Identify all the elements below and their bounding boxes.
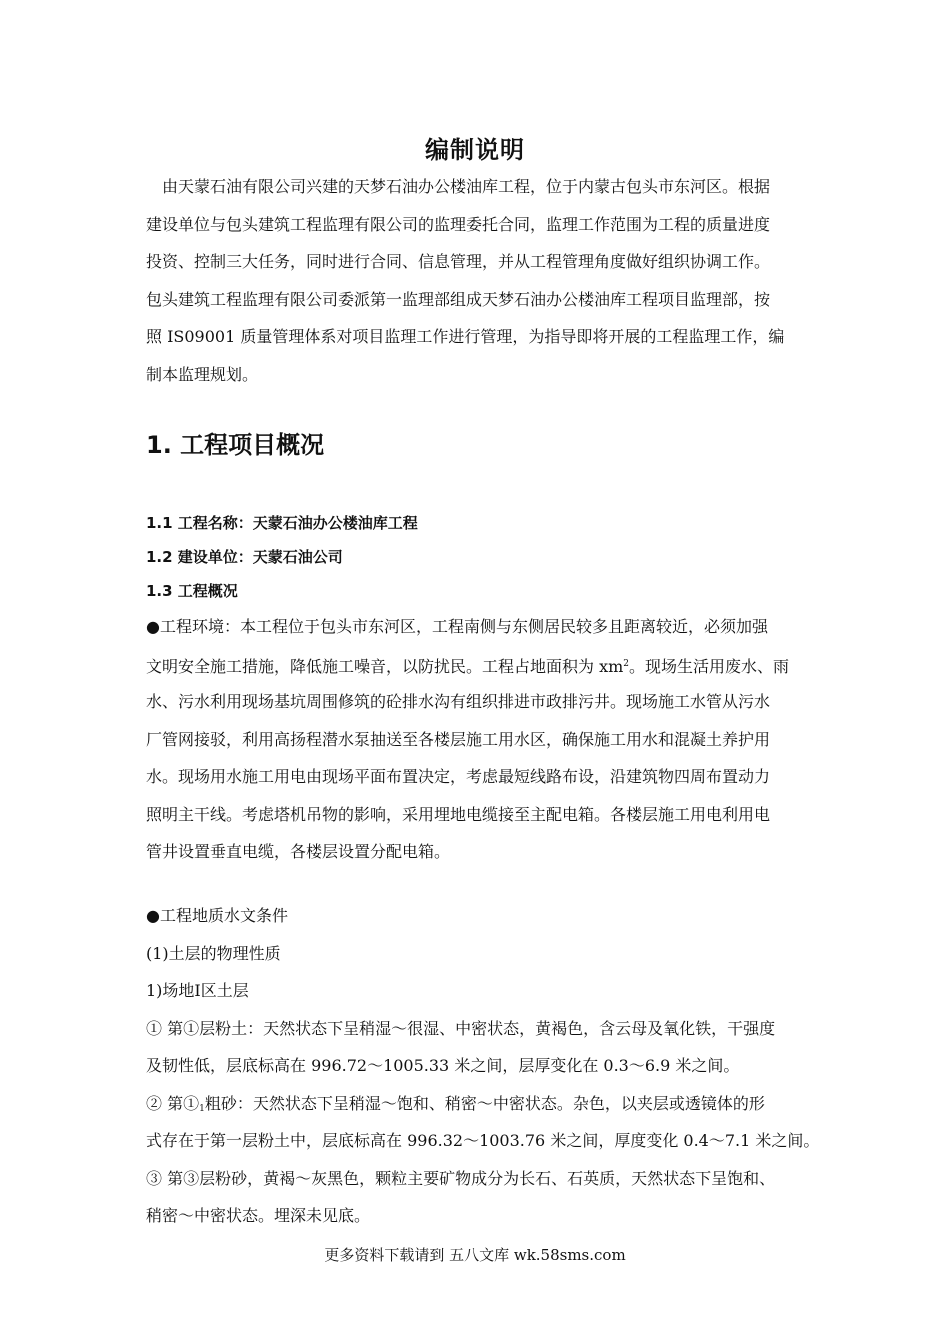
layer1-line: ① 第①层粉土：天然状态下呈稍湿～很湿、中密状态，黄褐色，含云母及氧化铁，干强度 (146, 1018, 776, 1038)
intro-line: 建设单位与包头建筑工程监理有限公司的监理委托合同，监理工作范围为工程的质量进度 (146, 214, 771, 234)
environment-line (146, 646, 810, 684)
geology-heading: ●工程地质水文条件 (146, 906, 288, 925)
layer3-line: 稍密～中密状态。埋深未见底。 (146, 1206, 371, 1225)
layer2-line (146, 1085, 810, 1123)
document-title: 编制说明 (425, 136, 525, 164)
layer2-prefix: ② 第① (146, 1093, 200, 1113)
environment-line: 厂管网接驳，利用高扬程潜水泵抽送至各楼层施工用水区，确保施工用水和混凝土养护用 (146, 729, 771, 749)
layer2-subscript: 1 (199, 1103, 205, 1114)
geology-section (146, 897, 820, 1235)
layer3-line: ③ 第③层粉砂，黄褐～灰黑色，颗粒主要矿物成分为长石、石英质，天然状态下呈饱和、 (146, 1168, 776, 1188)
overview-heading: 1.3 工程概况 (146, 582, 238, 600)
intro-line: 制本监理规划。 (146, 364, 259, 384)
intro-line: 照 IS09001 质量管理体系对项目监理工作进行管理，为指导即将开展的工程监理工作，编 (146, 327, 785, 346)
environment-line: 照明主干线。考虑塔机吊物的影响，采用埋地电缆接至主配电箱。各楼层施工用电利用电 (146, 804, 771, 824)
intro-paragraph (146, 168, 810, 393)
footer-text: 更多资料下载请到 五八文库 wk.58sms.com (324, 1246, 626, 1264)
environment-line-tail: 。现场生活用废水、雨 (629, 656, 790, 676)
environment-line: 管井设置垂直电缆，各楼层设置分配电箱。 (146, 842, 451, 861)
intro-line: 包头建筑工程监理有限公司委派第一监理部组成天梦石油办公楼油库工程项目监理部，按 (146, 289, 771, 309)
environment-line: 水、污水利用现场基坑周围修筑的砼排水沟有组织排进市政排污井。现场施工水管从污水 (146, 692, 771, 711)
layer1-line: 及韧性低，层底标高在 996.72～1005.33 米之间，层厚变化在 0.3～6.9 米之间。 (146, 1056, 740, 1075)
intro-line: 投资、控制三大任务，同时进行合同、信息管理，并从工程管理角度做好组织协调工作。 (146, 252, 771, 271)
project-name-heading: 1.1 工程名称：天蒙石油办公楼油库工程 (146, 514, 418, 532)
client-heading: 1.2 建设单位：天蒙石油公司 (146, 548, 343, 566)
intro-line: 由天蒙石油有限公司兴建的天梦石油办公楼油库工程，位于内蒙古包头市东河区。根据 (146, 177, 771, 196)
section-heading: 1. 工程项目概况 (146, 431, 325, 459)
site-heading: 1)场地Ⅰ区土层 (146, 981, 249, 1000)
environment-line: 水。现场用水施工用电由现场平面布置决定，考虑最短线路布设，沿建筑物四周布置动力 (146, 767, 771, 786)
square-superscript: 2 (623, 658, 630, 669)
layer2-text: 粗砂：天然状态下呈稍湿～饱和、稍密～中密状态。杂色，以夹层或透镜体的形 (204, 1093, 765, 1113)
environment-line-text: 文明安全施工措施，降低施工噪音，以防扰民。工程占地面积为 xm (146, 656, 624, 676)
environment-line: ●工程环境：本工程位于包头市东河区，工程南侧与东侧居民较多且距离较近，必须加强 (146, 617, 768, 636)
soil-heading: (1)土层的物理性质 (146, 943, 281, 963)
environment-paragraph (146, 608, 810, 871)
layer2-line: 式存在于第一层粉土中，层底标高在 996.32～1003.76 米之间，厚度变化 0.4～7.1 米之间。 (146, 1131, 820, 1150)
